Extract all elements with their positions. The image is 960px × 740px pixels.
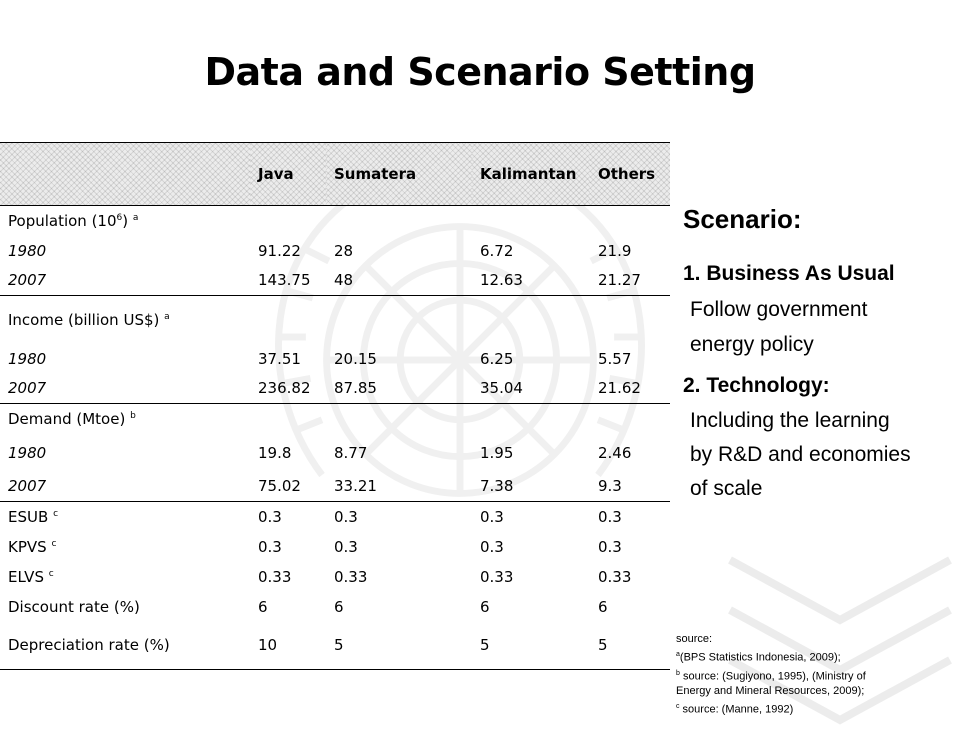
row-label-elvs: ELVS $^c$ (8, 567, 54, 586)
header-others: Others (590, 143, 670, 206)
scenario-item-2-desc-line1: Including the learning (690, 409, 890, 432)
table-row (0, 236, 670, 266)
table-cell: 9.3 (598, 477, 622, 496)
row-year: 1980 (8, 443, 47, 462)
source-line: source: (676, 633, 713, 645)
source-line: $^c$ source: (Manne, 1992) (676, 703, 794, 716)
table-cell: 6 (480, 597, 490, 616)
table-cell: 21.62 (598, 379, 641, 398)
table-cell: 5.57 (598, 349, 632, 368)
row-year: 1980 (8, 241, 47, 260)
table-cell: 8.77 (334, 443, 368, 462)
scenario-item-2-desc-line3: of scale (690, 477, 763, 500)
table-cell: 20.15 (334, 349, 377, 368)
table-row (0, 472, 670, 502)
row-label-income: Income (billion US$) $^a$ (0, 296, 250, 344)
row-label-esub: ESUB $^c$ (0, 502, 250, 532)
row-label-demand: Demand (Mtoe) $^b$ (0, 404, 250, 434)
table-cell: 0.3 (480, 537, 504, 556)
table-cell: 10 (250, 622, 326, 670)
table-row (0, 206, 670, 236)
table-cell: 0.33 (480, 567, 514, 586)
row-label-discount-rate: Discount rate (%) (8, 597, 140, 616)
table-cell: 6 (258, 597, 268, 616)
source-line: Energy and Mineral Resources, 2009); (676, 685, 865, 698)
table-cell: 0.3 (598, 537, 622, 556)
table-cell: 48 (334, 271, 354, 290)
table-cell: 0.33 (258, 567, 292, 586)
table-cell: 7.38 (480, 477, 514, 496)
row-year: 1980 (8, 349, 47, 368)
table-cell: 12.63 (480, 271, 523, 290)
data-table (0, 142, 670, 670)
row-year: 2007 (8, 379, 47, 398)
table-row (0, 592, 670, 622)
scenario-item-1-desc-line2: energy policy (690, 333, 814, 356)
table-cell: 0.3 (590, 502, 670, 532)
header-java: Java (250, 143, 326, 206)
source-line: $^a$(BPS Statistics Indonesia, 2009); (676, 651, 841, 664)
header-blank (0, 143, 250, 206)
table-cell: 87.85 (334, 379, 377, 398)
table-cell: 0.33 (334, 567, 368, 586)
row-year: 2007 (8, 271, 47, 290)
row-label-kpvs: KPVS $^c$ (8, 537, 57, 556)
table-row (0, 266, 670, 296)
table-cell: 6 (598, 597, 608, 616)
table-cell: 0.3 (250, 502, 326, 532)
table-cell: 37.51 (258, 349, 301, 368)
header-kalimantan: Kalimantan (472, 143, 590, 206)
table-row (0, 296, 670, 344)
table-cell: 236.82 (258, 379, 311, 398)
header-sumatera: Sumatera (326, 143, 472, 206)
table-row (0, 562, 670, 592)
table-row (0, 404, 670, 434)
row-label-population: Population $(10^6)$ $^a$ (8, 211, 139, 230)
table-cell: 91.22 (258, 241, 301, 260)
source-notes (676, 632, 866, 718)
table-cell: 21.27 (598, 271, 641, 290)
table-row (0, 502, 670, 532)
table-cell: 35.04 (480, 379, 523, 398)
table-row (0, 532, 670, 562)
scenario-item-2-desc-line2: by R&D and economies (690, 443, 911, 466)
table-row (0, 344, 670, 374)
table-cell: 6 (334, 597, 344, 616)
scenario-item-1-title: 1. Business As Usual (683, 262, 895, 285)
table-cell: 21.9 (598, 241, 632, 260)
table-row (0, 622, 670, 670)
table-cell: 6.25 (480, 349, 514, 368)
table-cell: 2.46 (598, 443, 632, 462)
table-cell: 6.72 (480, 241, 514, 260)
table-cell: 0.3 (334, 537, 358, 556)
row-year: 2007 (8, 477, 47, 496)
table-cell: 143.75 (258, 271, 311, 290)
table-row (0, 374, 670, 404)
scenario-item-1-desc-line1: Follow government (690, 298, 868, 321)
table-cell: 5 (590, 622, 670, 670)
table-cell: 0.3 (326, 502, 472, 532)
table-header-row (0, 143, 670, 206)
table-cell: 0.3 (258, 537, 282, 556)
table-row (0, 434, 670, 472)
source-line: $^b$ source: (Sugiyono, 1995), (Ministry of (676, 669, 866, 683)
table-cell: 33.21 (334, 477, 377, 496)
table-cell: 1.95 (480, 443, 514, 462)
table-cell: 5 (472, 622, 590, 670)
table-cell: 0.33 (598, 567, 632, 586)
slide-title: Data and Scenario Setting (204, 50, 756, 94)
table-cell: 19.8 (258, 443, 292, 462)
row-label-depreciation-rate: Depreciation rate (%) (0, 622, 250, 670)
scenario-item-2-title: 2. Technology: (683, 374, 830, 397)
table-cell: 0.3 (472, 502, 590, 532)
table-cell: 28 (334, 241, 354, 260)
scenario-heading: Scenario: (683, 204, 802, 234)
table-cell: 5 (326, 622, 472, 670)
table-cell: 75.02 (258, 477, 301, 496)
